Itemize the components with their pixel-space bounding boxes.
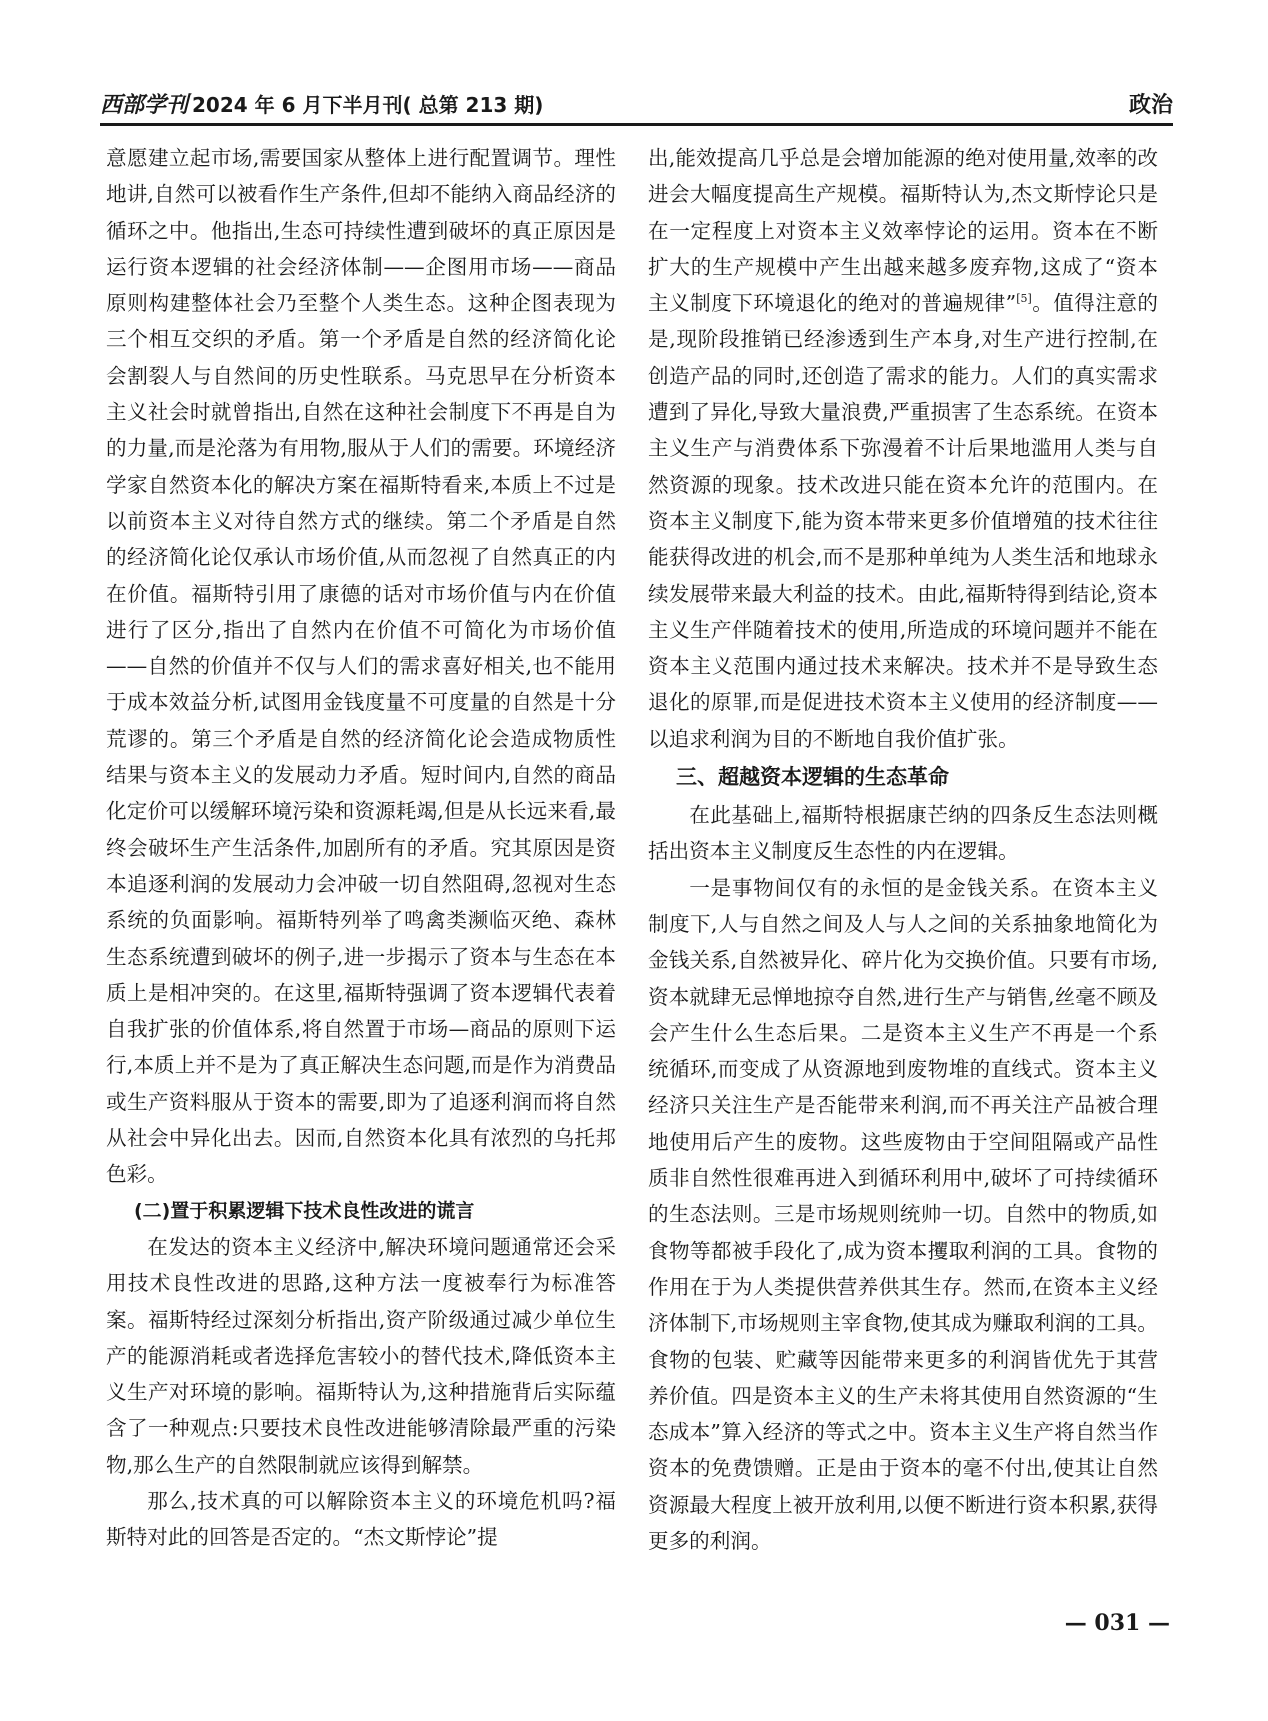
left-column [106, 140, 616, 1556]
issue-info: 2024 年 6 月下半月刊( 总第 213 期) [192, 93, 544, 117]
subsection-heading: (二)置于积累逻辑下技术良性改进的谎言 [134, 1199, 475, 1222]
citation-ref: [5] [1016, 292, 1032, 306]
page-number: — 031 — [1064, 1610, 1170, 1636]
paragraph-text: 出,能效提高几乎总是会增加能源的绝对使用量,效率的改进会大幅度提高生产规模。福斯特认为,杰文斯悖论只是在一定程度上对资本主义效率悖论的运用。资本在不断扩大的生产规模中产生出越来越多废弃物,这成了“资本主义制度下环境退化的绝对的普遍规律” [648, 146, 1158, 316]
section-label: 政治 [1128, 93, 1173, 118]
paragraph-text: 。值得注意的是,现阶段推销已经渗透到生产本身,对生产进行控制,在创造产品的同时,还创造了需求的能力。人们的真实需求遭到了异化,导致大量浪费,严重损害了生态系统。在资本主义生产与消费体系下弥漫着不计后果地滥用人类与自然资源的现象。技术改进只能在资本允许的范围内。在资本主义制度下,能为资本带来更多价值增殖的技术往往能获得改进的机会,而不是那种单纯为人类生活和地球永续发展带来最大利益的技术。由此,福斯特得到结论,资本主义生产伴随着技术的使用,所造成的环境问题并不能在资本主义范围内通过技术来解决。技术并不是导致生态退化的原罪,而是促进技术资本主义使用的经济制度——以追求利润为目的不断地自我价值扩张。 [648, 291, 1159, 751]
journal-logo: 西部学刊 [100, 92, 189, 118]
paragraph: 意愿建立起市场,需要国家从整体上进行配置调节。理性地讲,自然可以被看作生产条件,但却不能纳入商品经济的循环之中。他指出,生态可持续性遭到破坏的真正原因是运行资本逻辑的社会经济体制——企图用市场——商品原则构建整体社会乃至整个人类生态。这种企图表现为三个相互交织的矛盾。第一个矛盾是自然的经济简化论会割裂人与自然间的历史性联系。马克思早在分析资本主义社会时就曾指出,自然在这种社会制度下不再是自为的力量,而是沦落为有用物,服从于人们的需要。环境经济学家自然资本化的解决方案在福斯特看来,本质上不过是以前资本主义对待自然方式的继续。第二个矛盾是自然的经济简化论仅承认市场价值,从而忽视了自然真正的内在价值。福斯特引用了康德的话对市场价值与内在价值进行了区分,指出了自然内在价值不可简化为市场价值——自然的价值并不仅与人们的需求喜好相关,也不能用于成本效益分析,试图用金钱度量不可度量的自然是十分荒谬的。第三个矛盾是自然的经济简化论会造成物质性结果与资本主义的发展动力矛盾。短时间内,自然的商品化定价可以缓解环境污染和资源耗竭,但是从长远来看,最终会破坏生产生活条件,加剧所有的矛盾。究其原因是资本追逐利润的发展动力会冲破一切自然阻碍,忽视对生态系统的负面影响。福斯特列举了鸣禽类濒临灭绝、森林生态系统遭到破坏的例子,进一步揭示了资本与生态在本质上是相冲突的。在这里,福斯特强调了资本逻辑代表着自我扩张的价值体系,将自然置于市场—商品的原则下运行,本质上并不是为了真正解决生态问题,而是作为消费品或生产资料服从于资本的需要,即为了追逐利润而将自然从社会中异化出去。因而,自然资本化具有浓烈的乌托邦色彩。 [106, 146, 616, 1187]
paragraph [648, 140, 1158, 757]
paragraph: 在此基础上,福斯特根据康芒纳的四条反生态法则概括出资本主义制度反生态性的内在逻辑。 [648, 803, 1158, 864]
paragraph: 那么,技术真的可以解除资本主义的环境危机吗?福斯特对此的回答是否定的。“杰文斯悖论”提 [106, 1488, 616, 1550]
paragraph: 在发达的资本主义经济中,解决环境问题通常还会采用技术良性改进的思路,这种方法一度被奉行为标准答案。福斯特经过深刻分析指出,资产阶级通过减少单位生产的能源消耗或者选择危害较小的替代技术,降低资本主义生产对环境的影响。福斯特认为,这种措施背后实际蕴含了一种观点:只要技术良性改进能够清除最严重的污染物,那么生产的自然限制就应该得到解禁。 [106, 1234, 616, 1477]
header-left [100, 88, 543, 119]
page-header [100, 82, 1173, 126]
right-column [648, 140, 1158, 1559]
paragraph: 一是事物间仅有的永恒的是金钱关系。在资本主义制度下,人与自然之间及人与人之间的关系抽象地简化为金钱关系,自然被异化、碎片化为交换价值。只要有市场,资本就肆无忌惮地掠夺自然,进行生产与销售,丝毫不顾及会产生什么生态后果。二是资本主义生产不再是一个系统循环,而变成了从资源地到废物堆的直线式。资本主义经济只关注生产是否能带来利润,而不再关注产品被合理地使用后产生的废物。这些废物由于空间阻隔或产品性质非自然性很难再进入到循环利用中,破坏了可持续循环的生态法则。三是市场规则统帅一切。自然中的物质,如食物等都被手段化了,成为资本攫取利润的工具。食物的作用在于为人类提供营养供其生存。然而,在资本主义经济体制下,市场规则主宰食物,使其成为赚取利润的工具。食物的包装、贮藏等因能带来更多的利润皆优先于其营养价值。四是资本主义的生产未将其使用自然资源的“生态成本”算入经济的等式之中。资本主义生产将自然当作资本的免费馈赠。正是由于资本的毫不付出,使其让自然资源最大程度上被开放利用,以便不断进行资本积累,获得更多的利润。 [648, 875, 1158, 1553]
section-heading: 三、超越资本逻辑的生态革命 [676, 765, 949, 790]
